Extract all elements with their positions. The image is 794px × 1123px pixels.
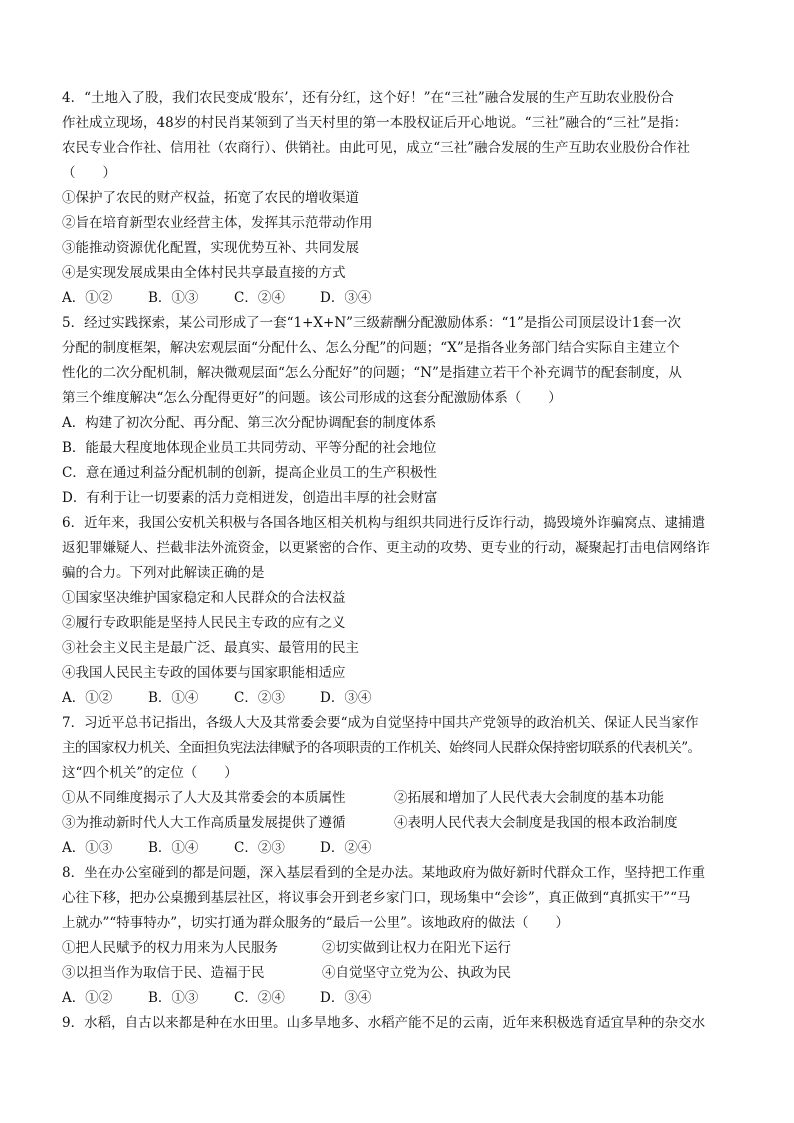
question-7-statement-4: ④表明人民代表大会制度是我国的根本政治制度 [394, 815, 678, 831]
question-7-statement-1: ①从不同维度揭示了人大及其常委会的本质属性 [62, 790, 346, 806]
answer-choice-d: D．②④ [320, 840, 372, 856]
question-5-stem-line-4: 第三个维度解决“怎么分配得更好”的问题。该公司形成的这套分配激励体系（ ） [62, 390, 562, 406]
question-4-stem-line-4: （ ） [62, 165, 116, 181]
question-8-stem-line-2: 心往下移，把办公桌搬到基层社区，将议事会开到老乡家门口，现场集中“会诊”，真正做到“真抓实干”“马 [62, 890, 691, 906]
question-7 [62, 711, 740, 861]
answer-choice-b: B．①③ [148, 290, 199, 306]
answer-choice-a: A．①③ [62, 840, 113, 856]
answer-choice-c: C．②③ [234, 840, 285, 856]
question-8-statement-2: ②切实做到让权力在阳光下运行 [322, 940, 511, 956]
question-4-statement-4: ④是实现发展成果由全体村民共享最直接的方式 [62, 265, 346, 281]
answer-choice-d: D．③④ [320, 690, 372, 706]
question-8-statement-3: ③以担当作为取信于民、造福于民 [62, 965, 265, 981]
question-5-option-b: B．能最大程度地体现企业员工共同劳动、平等分配的社会地位 [62, 440, 437, 456]
question-4 [62, 86, 740, 311]
question-6 [62, 511, 740, 711]
question-6-stem-line-3: 骗的合力。下列对此解读正确的是 [62, 565, 265, 581]
question-4-stem-line-3: 农民专业合作社、信用社（农商行）、供销社。由此可见，成立“三社”融合发展的生产互助农业股份合作社 [62, 140, 691, 156]
answer-choice-b: B．①④ [148, 840, 199, 856]
question-6-stem-line-2: 返犯罪嫌疑人、拦截非法外流资金，以更紧密的合作、更主动的攻势、更专业的行动，凝聚起打击电信网络诈 [62, 540, 710, 556]
question-8-statement-row-1 [62, 936, 740, 961]
question-4-stem-line-1: 4．“土地入了股，我们农民变成‘股东’，还有分红，这个好！”在“三社”融合发展的生产互助农业股份合 [62, 90, 674, 106]
question-6-statement-2: ②履行专政职能是坚持人民民主专政的应有之义 [62, 615, 346, 631]
question-7-statement-row-2 [62, 811, 740, 836]
question-5-option-c: C．意在通过利益分配机制的创新，提高企业员工的生产积极性 [62, 465, 437, 481]
question-5-stem-line-2: 分配的制度框架，解决宏观层面“分配什么、怎么分配”的问题；“X”是指各业务部门结合实际自主建立个 [62, 340, 680, 356]
question-6-statement-3: ③社会主义民主是最广泛、最真实、最管用的民主 [62, 640, 359, 656]
answer-choice-b: B．①④ [148, 690, 199, 706]
question-6-stem-line-1: 6．近年来，我国公安机关积极与各国各地区相关机构与组织共同进行反诈行动，捣毁境外诈骗窝点、逮捕遣 [62, 515, 706, 531]
question-8-statement-row-2 [62, 961, 740, 986]
question-5-option-d: D．有利于让一切要素的活力竞相迸发，创造出丰厚的社会财富 [62, 490, 438, 506]
question-8 [62, 861, 740, 1011]
question-5-option-a: A．构建了初次分配、再分配、第三次分配协调配套的制度体系 [62, 415, 437, 431]
question-4-statement-3: ③能推动资源优化配置，实现优势互补、共同发展 [62, 240, 359, 256]
answer-choice-c: C．②④ [234, 290, 285, 306]
answer-choice-c: C．②④ [234, 990, 285, 1006]
question-8-statement-4: ④自觉坚守立党为公、执政为民 [322, 965, 511, 981]
question-5-stem-line-3: 性化的二次分配机制，解决微观层面“怎么分配好”的问题；“N”是指建立若干个补充调节的配套制度，从 [62, 365, 682, 381]
question-5 [62, 311, 740, 511]
answer-choice-b: B．①③ [148, 990, 199, 1006]
answer-choice-a: A．①② [62, 690, 113, 706]
question-6-statement-4: ④我国人民民主专政的国体要与国家职能相适应 [62, 665, 346, 681]
question-7-stem-line-1: 7．习近平总书记指出，各级人大及其常委会要“成为自觉坚持中国共产党领导的政治机关、保证人民当家作 [62, 715, 699, 731]
question-7-statement-3: ③为推动新时代人大工作高质量发展提供了遵循 [62, 815, 346, 831]
question-7-statement-row-1 [62, 786, 740, 811]
question-8-answer-choices [62, 986, 740, 1011]
question-9 [62, 1011, 740, 1036]
question-7-answer-choices [62, 836, 740, 861]
question-6-answer-choices [62, 686, 740, 711]
answer-choice-d: D．③④ [320, 290, 372, 306]
question-8-stem-line-3: 上就办”“特事特办”，切实打通为群众服务的“最后一公里”。该地政府的做法（ ） [62, 915, 570, 931]
answer-choice-a: A．①② [62, 990, 113, 1006]
question-4-answer-choices [62, 286, 740, 311]
exam-page [62, 86, 740, 1036]
question-4-statement-2: ②旨在培育新型农业经营主体，发挥其示范带动作用 [62, 215, 373, 231]
answer-choice-c: C．②③ [234, 690, 285, 706]
question-4-statement-1: ①保护了农民的财产权益，拓宽了农民的增收渠道 [62, 190, 359, 206]
answer-choice-d: D．③④ [320, 990, 372, 1006]
question-6-statement-1: ①国家坚决维护国家稳定和人民群众的合法权益 [62, 590, 346, 606]
question-4-stem-line-2: 作社成立现场，48岁的村民肖某领到了当天村里的第一本股权证后开心地说。“三社”融合的“三社”是指： [62, 115, 688, 131]
question-8-statement-1: ①把人民赋予的权力用来为人民服务 [62, 940, 278, 956]
question-7-stem-line-3: 这“四个机关”的定位（ ） [62, 765, 238, 781]
answer-choice-a: A．①② [62, 290, 113, 306]
question-5-stem-line-1: 5．经过实践探索，某公司形成了一套“1+X+N”三级薪酬分配激励体系：“1”是指公司顶层设计1套一次 [62, 315, 682, 331]
question-7-stem-line-2: 主的国家权力机关、全面担负宪法法律赋予的各项职责的工作机关、始终同人民群众保持密切联系的代表机关”。 [62, 740, 701, 756]
question-8-stem-line-1: 8．坐在办公室碰到的都是问题，深入基层看到的全是办法。某地政府为做好新时代群众工作，坚持把工作重 [62, 865, 706, 881]
question-9-stem-line-1: 9．水稻，自古以来都是种在水田里。山多旱地多、水稻产能不足的云南，近年来积极选育适宜旱种的杂交水 [62, 1015, 706, 1031]
question-7-statement-2: ②拓展和增加了人民代表大会制度的基本功能 [394, 790, 664, 806]
